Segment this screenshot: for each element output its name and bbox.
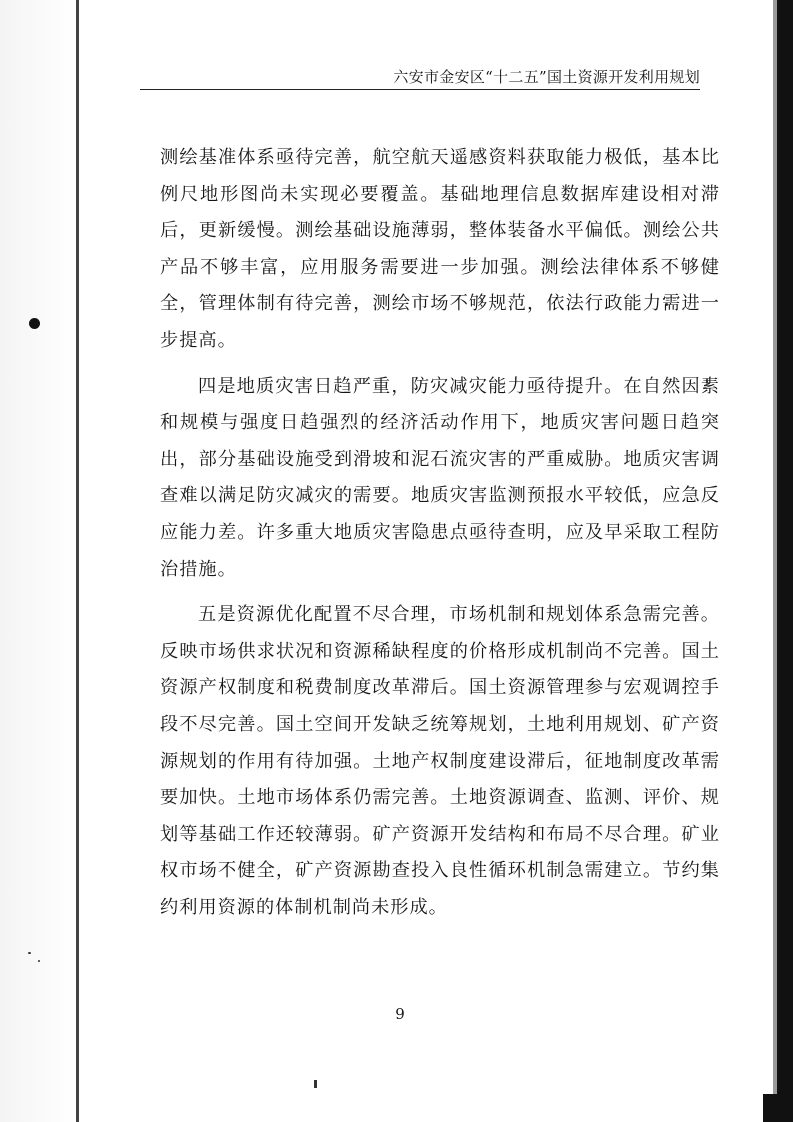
scan-speck: [28, 952, 31, 954]
running-header: 六安市金安区“十二五”国土资源开发利用规划: [393, 68, 700, 86]
paragraph-resource-allocation: 五是资源优化配置不尽合理，市场机制和规划体系急需完善。反映市场供求状况和资源稀缺程度的价格形成机制尚不完善。国土资源产权制度和税费制度改革滞后。国土资源管理参与宏观调控手段不尽完善。国土空间开发缺乏统筹规划，土地利用规划、矿产资源规划的作用有待加强。土地产权制度建设滞后，征地制度改革需要加快。土地市场体系仍需完善。土地资源调查、监测、评价、规划等基础工作还较薄弱。矿产资源开发结构和布局不尽合理。矿业权市场不健全，矿产资源勘查投入良性循环机制急需建立。节约集约利用资源的体制机制尚未形成。: [160, 604, 720, 918]
header-rule: [140, 89, 700, 90]
document-body: [160, 140, 720, 926]
page-number: 9: [395, 1005, 405, 1023]
scan-binding-edge-line: [76, 0, 79, 1122]
scan-speck: [38, 960, 40, 962]
paragraph-geological-hazards: 四是地质灾害日趋严重，防灾减灾能力亟待提升。在自然因素和规模与强度日趋强烈的经济活动作用下，地质灾害问题日趋突出，部分基础设施受到滑坡和泥石流灾害的严重威胁。地质灾害调查难以满足防灾减灾的需要。地质灾害监测预报水平较低，应急反应能力差。许多重大地质灾害隐患点亟待查明，应及早采取工程防治措施。: [160, 375, 720, 580]
binding-hole-mark: [29, 318, 40, 329]
scan-right-edge-bar: [777, 0, 793, 1122]
scan-mark: [314, 1080, 317, 1088]
scan-bottom-corner: [763, 1094, 793, 1122]
scan-left-margin: [0, 0, 76, 1122]
paragraph-surveying: 测绘基准体系亟待完善，航空航天遥感资料获取能力极低，基本比例尺地形图尚未实现必要覆盖。基础地理信息数据库建设相对滞后，更新缓慢。测绘基础设施薄弱，整体装备水平偏低。测绘公共产品不够丰富，应用服务需要进一步加强。测绘法律体系不够健全，管理体制有待完善，测绘市场不够规范，依法行政能力需进一步提高。: [160, 147, 720, 351]
